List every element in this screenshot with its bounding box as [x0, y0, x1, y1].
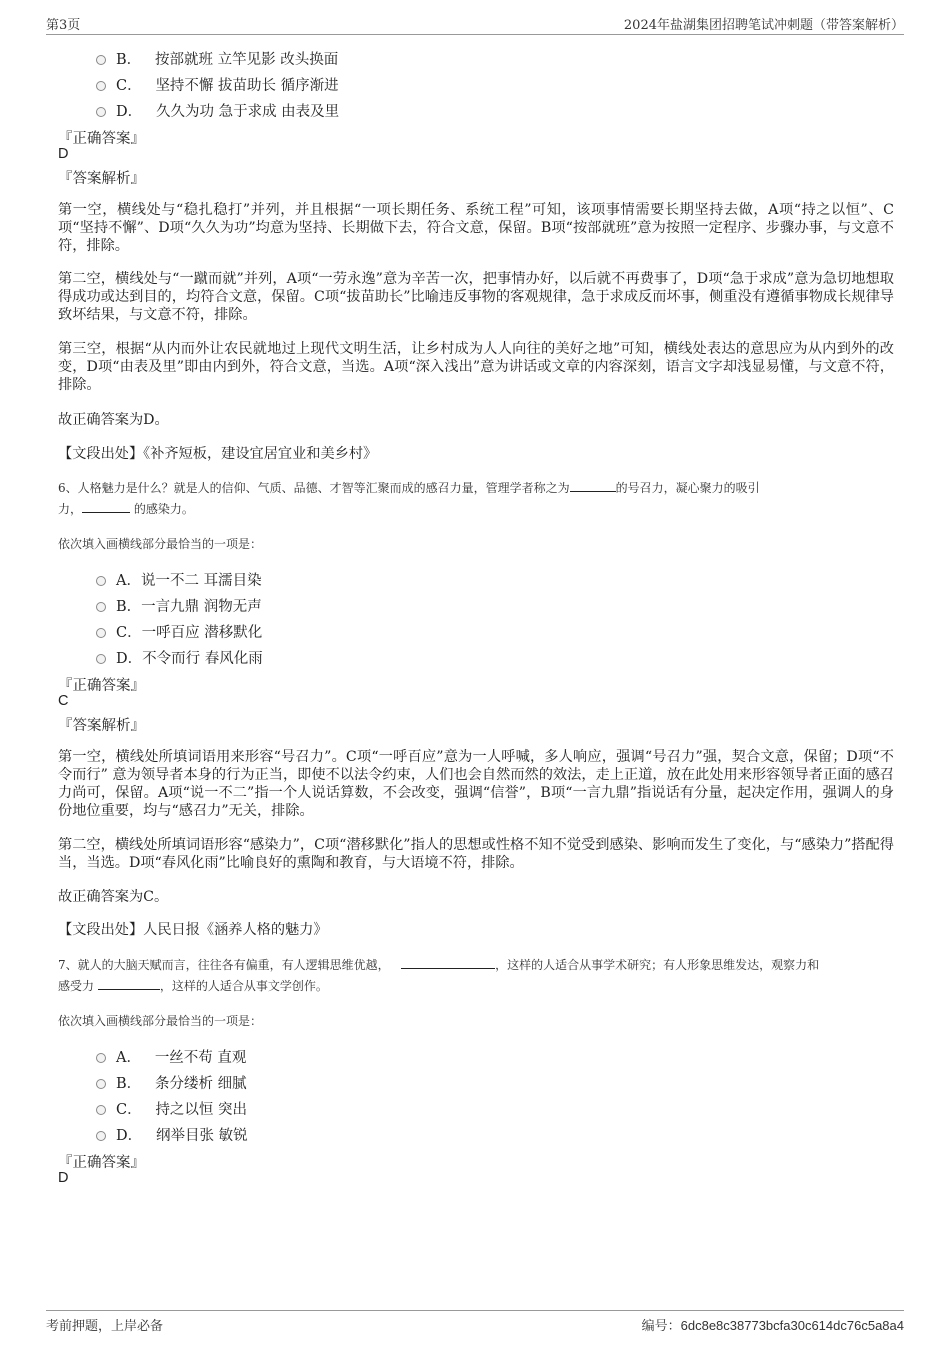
q6-option-a[interactable]: A．说一不二 耳濡目染 — [96, 569, 262, 590]
q6-instruction: 依次填入画横线部分最恰当的一项是： — [58, 537, 263, 551]
q7-answer-label: 『正确答案』 — [58, 1155, 145, 1171]
q5-analysis-label: 『答案解析』 — [58, 171, 145, 187]
q5-option-b[interactable]: B． 按部就班 立竿见影 改头换面 — [96, 48, 338, 69]
q6-answer-label: 『正确答案』 — [58, 678, 145, 694]
q7-stem: 7、就人的大脑天赋而言，往往各有偏重，有人逻辑思维优越， ，这样的人适合从事学术研究；有人形象思维发达，观察力和 感受力 ，这样的人适合从事文学创作。 — [58, 958, 820, 993]
blank-line — [570, 479, 616, 492]
page-number: 第3页 — [46, 18, 81, 33]
blank-line — [82, 500, 130, 513]
radio-icon[interactable] — [96, 1105, 106, 1115]
q6-option-c[interactable]: C．一呼百应 潜移默化 — [96, 621, 262, 642]
q5-option-d[interactable]: D． 久久为功 急于求成 由表及里 — [96, 100, 339, 121]
q6-analysis-para-2: 第二空，横线处所填词语形容“感染力”，C项“潜移默化”指人的思想或性格不知不觉受到感染、影响而发生了变化，与“感染力”搭配得当，当选。D项“春风化雨”比喻良好的熏陶和教育，与大语境不符，排除。 — [58, 837, 894, 871]
document-title: 2024年盐湖集团招聘笔试冲刺题（带答案解析） — [623, 18, 904, 33]
q6-stem: 6、人格魅力是什么？就是人的信仰、气质、品德、才智等汇聚而成的感召力量，管理学者称之为 的号召力，凝心聚力的吸引 力， 的感染力。 — [58, 481, 760, 516]
footer-slogan: 考前押题，上岸必备 — [46, 1319, 164, 1334]
q6-source: 【文段出处】人民日报《涵养人格的魅力》 — [58, 922, 328, 938]
q6-conclusion: 故正确答案为C。 — [58, 889, 169, 905]
q6-option-b[interactable]: B．一言九鼎 润物无声 — [96, 595, 262, 616]
q5-analysis-para-1: 第一空，横线处与“稳扎稳打”并列，并且根据“一项长期任务、系统工程”可知，该项事情需要长期坚持去做，A项“持之以恒”、C项“坚持不懈”、D项“久久为功”均意为坚持、长期做下去，符合文意，保留。B项“按部就班”意为按照一定程序、步骤办事，与文意不符，排除。 — [58, 202, 894, 254]
radio-icon[interactable] — [96, 602, 106, 612]
q5-answer: D — [58, 146, 69, 162]
q5-conclusion: 故正确答案为D。 — [58, 412, 169, 428]
document-code: 编号：6dc8e8c38773bcfa30c614dc76c5a8a4 — [641, 1318, 904, 1334]
q5-source: 【文段出处】《补齐短板，建设宜居宜业和美乡村》 — [58, 446, 378, 462]
blank-line — [401, 956, 495, 969]
q7-answer: D — [58, 1170, 69, 1186]
radio-icon[interactable] — [96, 107, 106, 117]
radio-icon[interactable] — [96, 1053, 106, 1063]
blank-line — [98, 977, 160, 990]
q7-option-d[interactable]: D． 纲举目张 敏锐 — [96, 1124, 248, 1145]
q6-analysis-para-1: 第一空，横线处所填词语用来形容“号召力”。C项“一呼百应”意为一人呼喊，多人响应，强调“号召力”强，契合文意，保留；D项“不令而行” 意为领导者本身的行为正当，即使不以法令约束，人们也会自然而然的效法，走上正道，放在此处用来形容领导者正面的感召力尚可，保留。A项“说一不二”指一个人说话算数，不会改变，强调“信誉”，B项“一言九鼎”指说话有分量，起决定作用，强调人的身份地位重要，均与“感召力”无关，排除。 — [58, 749, 894, 819]
q5-answer-label: 『正确答案』 — [58, 131, 145, 147]
page-header — [46, 12, 904, 35]
q6-option-d[interactable]: D．不令而行 春风化雨 — [96, 647, 263, 668]
q5-analysis-para-3: 第三空，根据“从内而外让农民就地过上现代文明生活，让乡村成为人人向往的美好之地”可知，横线处表达的意思应为从内到外的改变，D项“由表及里”即由内到外，符合文意，当选。A项“深入浅出”意为讲话或文章的内容深刻，语言文字却浅显易懂，与文意不符，排除。 — [58, 341, 894, 393]
page-footer — [46, 1310, 904, 1335]
radio-icon[interactable] — [96, 1079, 106, 1089]
q6-analysis-label: 『答案解析』 — [58, 718, 145, 734]
q5-analysis-para-2: 第二空，横线处与“一蹴而就”并列，A项“一劳永逸”意为辛苦一次，把事情办好，以后就不再费事了，D项“急于求成”意为急切地想取得成功或达到目的，均符合文意，保留。C项“拔苗助长”比喻违反事物的客观规律，急于求成反而坏事，侧重没有遵循事物成长规律导致坏结果，与文意不符，排除。 — [58, 271, 894, 323]
radio-icon[interactable] — [96, 628, 106, 638]
q5-option-c[interactable]: C． 坚持不懈 拔苗助长 循序渐进 — [96, 74, 339, 95]
radio-icon[interactable] — [96, 55, 106, 65]
q6-answer: C — [58, 693, 69, 709]
radio-icon[interactable] — [96, 1131, 106, 1141]
q7-option-a[interactable]: A． 一丝不苟 直观 — [96, 1046, 246, 1067]
q7-instruction: 依次填入画横线部分最恰当的一项是： — [58, 1014, 263, 1028]
q7-option-c[interactable]: C． 持之以恒 突出 — [96, 1098, 247, 1119]
radio-icon[interactable] — [96, 576, 106, 586]
radio-icon[interactable] — [96, 81, 106, 91]
radio-icon[interactable] — [96, 654, 106, 664]
q7-option-b[interactable]: B． 条分缕析 细腻 — [96, 1072, 247, 1093]
